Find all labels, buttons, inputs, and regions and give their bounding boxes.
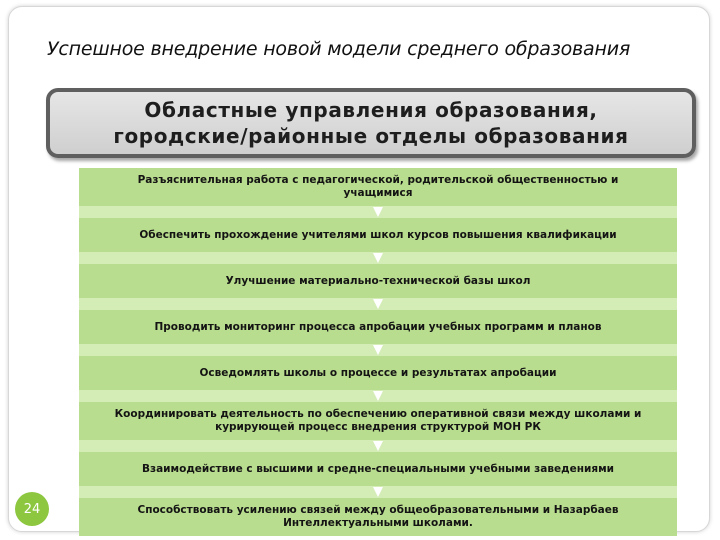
step-box: [79, 310, 677, 344]
step-text: [200, 367, 557, 380]
step-text: [226, 275, 531, 288]
step-box: [79, 498, 677, 536]
step-text-line: Осведомлять школы о процессе и результатах апробации: [199, 366, 557, 379]
step-box: [79, 402, 677, 440]
step-text: [137, 504, 618, 530]
step-text-line: курирующей процесс внедрения структурой МОН РК: [215, 421, 541, 433]
step-box: [79, 264, 677, 298]
step-text-line: Проводить мониторинг процесса апробации учебных программ и планов: [154, 320, 602, 333]
step-text: [138, 174, 619, 200]
step-text: [154, 321, 601, 334]
step-box: [79, 452, 677, 486]
step-text-line: Взаимодействие с высшими и средне-специальными учебными заведениями: [141, 462, 615, 475]
step-text-line: Улучшение материально-технической базы школ: [225, 274, 531, 287]
step-box: [79, 356, 677, 390]
step-text: [115, 408, 642, 434]
org-banner: [46, 88, 696, 158]
org-banner-line-1: Областные управления образования,: [144, 98, 598, 122]
step-text: [139, 229, 616, 242]
slide-title: Успешное внедрение новой модели среднего образования: [47, 38, 631, 60]
step-box: [79, 168, 677, 206]
step-text-line: учащимися: [343, 187, 413, 199]
step-box: [79, 218, 677, 252]
step-text-line: Обеспечить прохождение учителями школ курсов повышения квалификации: [139, 228, 617, 241]
step-text-line: Способствовать усилению связей между общеобразовательными и Назарбаев: [137, 504, 619, 516]
step-text-line: Координировать деятельность по обеспечению оперативной связи между школами и: [114, 408, 642, 420]
step-text: [142, 463, 614, 476]
page-number-badge: 24: [15, 492, 49, 526]
step-text-line: Интеллектуальными школами.: [283, 517, 473, 529]
org-banner-line-2: городские/районные отделы образования: [113, 124, 629, 148]
step-text-line: Разъяснительная работа с педагогической, родительской общественностью и: [137, 174, 619, 186]
